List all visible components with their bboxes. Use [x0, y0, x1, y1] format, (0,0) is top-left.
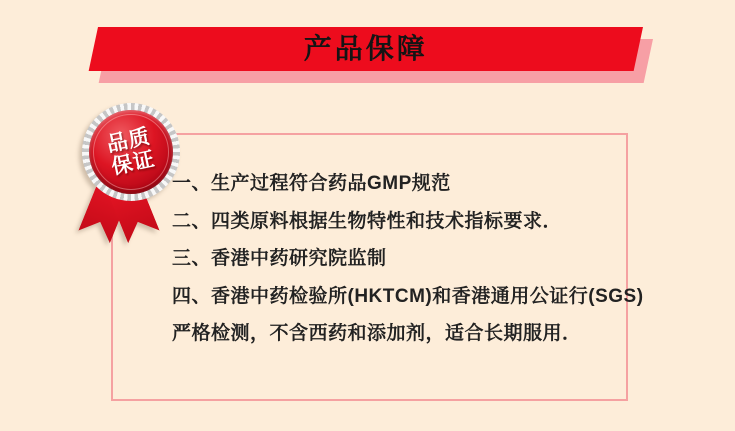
rosette-seal-icon — [82, 103, 180, 201]
guarantee-item-3: 三、香港中药研究院监制 — [172, 248, 387, 269]
guarantee-item-4: 四、香港中药检验所(HKTCM)和香港通用公证行(SGS) — [172, 285, 644, 307]
seal-text-line2: 保证 — [109, 147, 158, 180]
quality-seal-badge — [82, 103, 180, 263]
seal-text-line1: 品质 — [104, 124, 153, 157]
banner — [89, 27, 643, 71]
guarantee-item-2: 二、四类原料根据生物特性和技术指标要求． — [172, 210, 563, 232]
guarantee-item-4-continued: 严格检测，不含西药和添加剂，适合长期服用． — [172, 323, 582, 344]
banner-title: 产品保障 — [303, 33, 428, 64]
guarantee-list — [172, 165, 644, 353]
seal-inner-circle — [89, 110, 173, 194]
guarantee-item-1: 一、生产过程符合药品GMP规范 — [172, 173, 451, 194]
seal-text — [105, 125, 158, 179]
